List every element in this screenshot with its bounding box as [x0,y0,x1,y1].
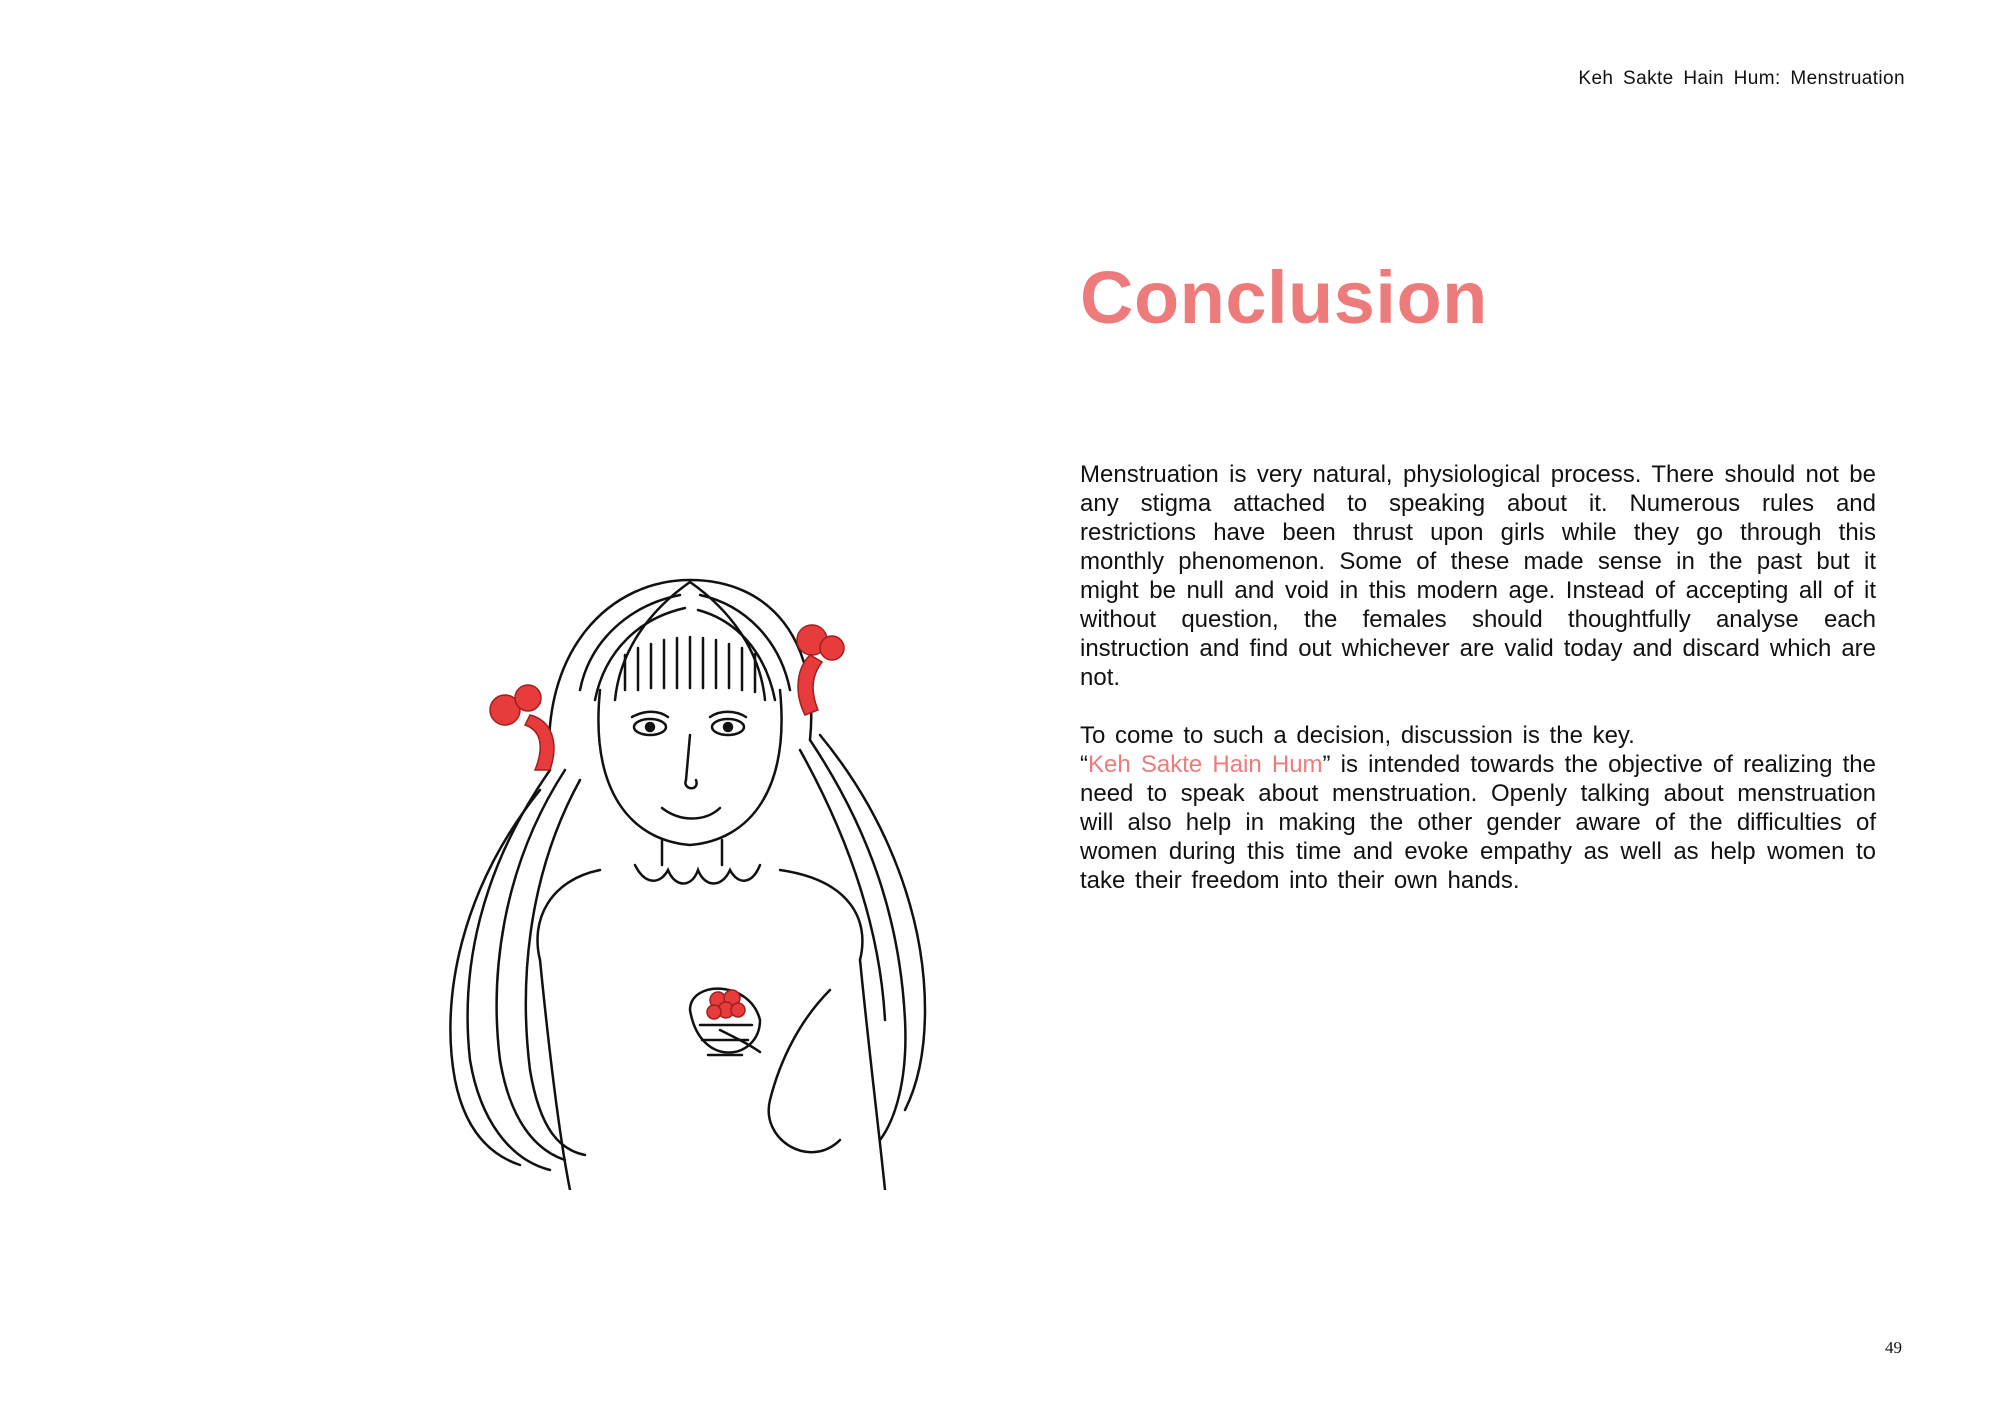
paragraph-objective-text: ” is intended towards the objective of realizing the need to speak about menstruation. Openly talking about menstruation will also help in making the other gender aware of the difficulties of women during this time and evoke empathy as well as help women to take their freedom into their own hands. [1080,751,1876,894]
girl-illustration [400,540,980,1190]
running-header: Keh Sakte Hain Hum: Menstruation [1578,68,1905,89]
paragraph-gap [1080,692,1876,721]
body-text [1080,460,1876,895]
highlight-title: Keh Sakte Hain Hum [1088,751,1323,778]
page-title: Conclusion [1080,256,1488,339]
paragraph-intro: Menstruation is very natural, physiological process. There should not be any stigma attached to speaking about it. Numerous rules and restrictions have been thrust upon girls while they go through this monthly phenomenon. Some of these made sense in the past but it might be null and void in this modern age. Instead of accepting all of it without question, the females should thoughtfully analyse each instruction and find out whichever are valid today and discard which are not. [1080,461,1876,691]
open-quote: “ [1080,751,1088,778]
paragraph-objective [1080,750,1876,895]
page-number: 49 [1885,1338,1902,1357]
paragraph-decision: To come to such a decision, discussion is the key. [1080,722,1635,749]
